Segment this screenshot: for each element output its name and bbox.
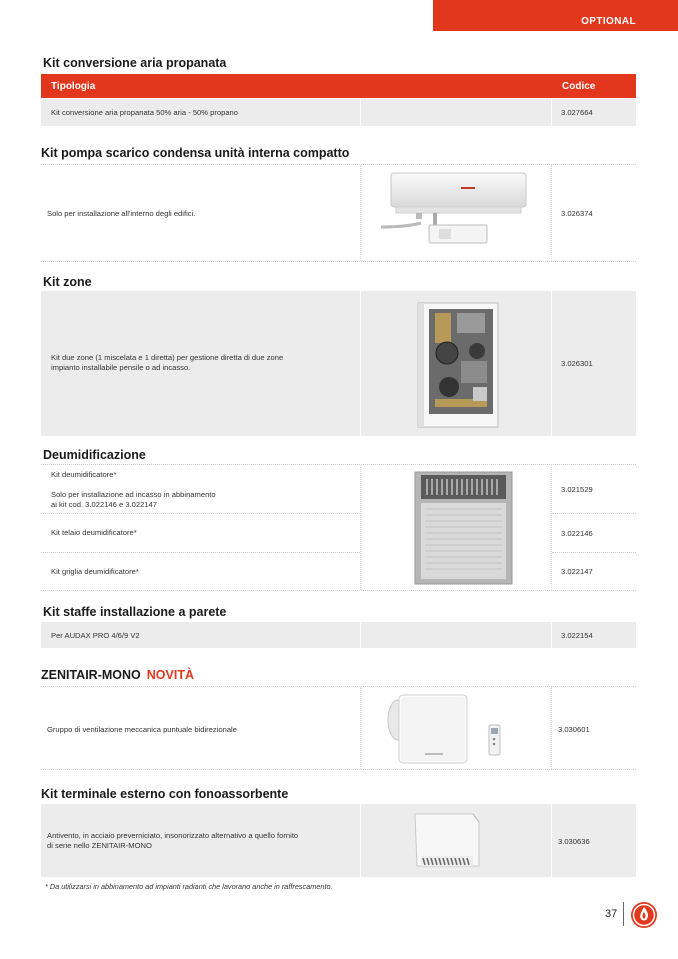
section-title-propane: Kit conversione aria propanata (43, 56, 227, 70)
table-row-propane (41, 99, 636, 126)
row-desc: impianto installabile pensile o ad incasso. (51, 363, 191, 372)
optional-tab: OPTIONAL (433, 0, 678, 31)
section-title-dehum: Deumidificazione (43, 448, 146, 462)
table-row-pump (41, 164, 636, 262)
table-header (41, 74, 636, 98)
table-row-zones (41, 291, 636, 436)
footnote: * Da utilizzarsi in abbinamento ad impianti radianti che lavorano anche in raffrescamento. (45, 882, 333, 891)
row-desc: Antivento, in acciaio preverniciato, insonorizzato alternativo a quello fornito (47, 831, 299, 840)
row-code: 3.027664 (561, 108, 593, 117)
section-title-zones: Kit zone (43, 275, 92, 289)
zones-image (360, 291, 552, 436)
dehum-item-code: 3.021529 (561, 485, 593, 494)
table-row-zenitair (41, 686, 636, 770)
terminal-image (360, 804, 552, 877)
page-divider (623, 902, 624, 926)
row-desc: Kit due zone (1 miscelata e 1 diretta) per gestione diretta di due zone (51, 353, 284, 362)
dehum-item-code: 3.022147 (561, 567, 593, 576)
section-title-brackets: Kit staffe installazione a parete (43, 605, 227, 619)
section-title-zenitair (41, 668, 194, 682)
row-desc: Gruppo di ventilazione meccanica puntuale bidirezionale (47, 725, 237, 734)
zenitair-image (360, 687, 552, 769)
row-code: 3.030601 (558, 725, 590, 734)
row-desc: di serie nello ZENITAIR-MONO (47, 841, 152, 850)
header-tipologia: Tipologia (51, 81, 96, 92)
page-number: 37 (605, 908, 618, 920)
novita-badge: NOVITÀ (146, 668, 194, 682)
dehum-item-name: Kit deumidificatore* (51, 470, 117, 479)
row-desc: Solo per installazione all'interno degli edifici. (47, 209, 196, 218)
row-code: 3.026374 (561, 209, 593, 218)
dehum-item-note: Solo per installazione ad incasso in abbinamento (51, 490, 216, 499)
row-desc: Per AUDAX PRO 4/6/9 V2 (51, 631, 140, 640)
table-row-brackets (41, 622, 636, 648)
dehum-item-code: 3.022146 (561, 529, 593, 538)
dehum-image (360, 465, 552, 590)
section-title-pump: Kit pompa scarico condensa unità interna compatto (41, 146, 350, 160)
section-title-terminal: Kit terminale esterno con fonoassorbente (41, 787, 289, 801)
zenitair-title: ZENITAIR-MONO (41, 668, 141, 682)
dehum-item-note: ai kit cod. 3.022146 e 3.022147 (51, 500, 157, 509)
brand-flame-icon (629, 900, 659, 935)
row-desc: Kit conversione aria propanata 50% aria - 50% propano (51, 108, 239, 117)
row-code: 3.022154 (561, 631, 593, 640)
header-codice: Codice (562, 81, 596, 92)
table-dehum (41, 464, 636, 591)
row-code: 3.030636 (558, 837, 590, 846)
table-row-terminal (41, 804, 636, 877)
pump-image (360, 165, 552, 261)
row-code: 3.026301 (561, 359, 593, 368)
dehum-item-name: Kit griglia deumidificatore* (51, 567, 139, 576)
dehum-item-name: Kit telaio deumidificatore* (51, 528, 137, 537)
